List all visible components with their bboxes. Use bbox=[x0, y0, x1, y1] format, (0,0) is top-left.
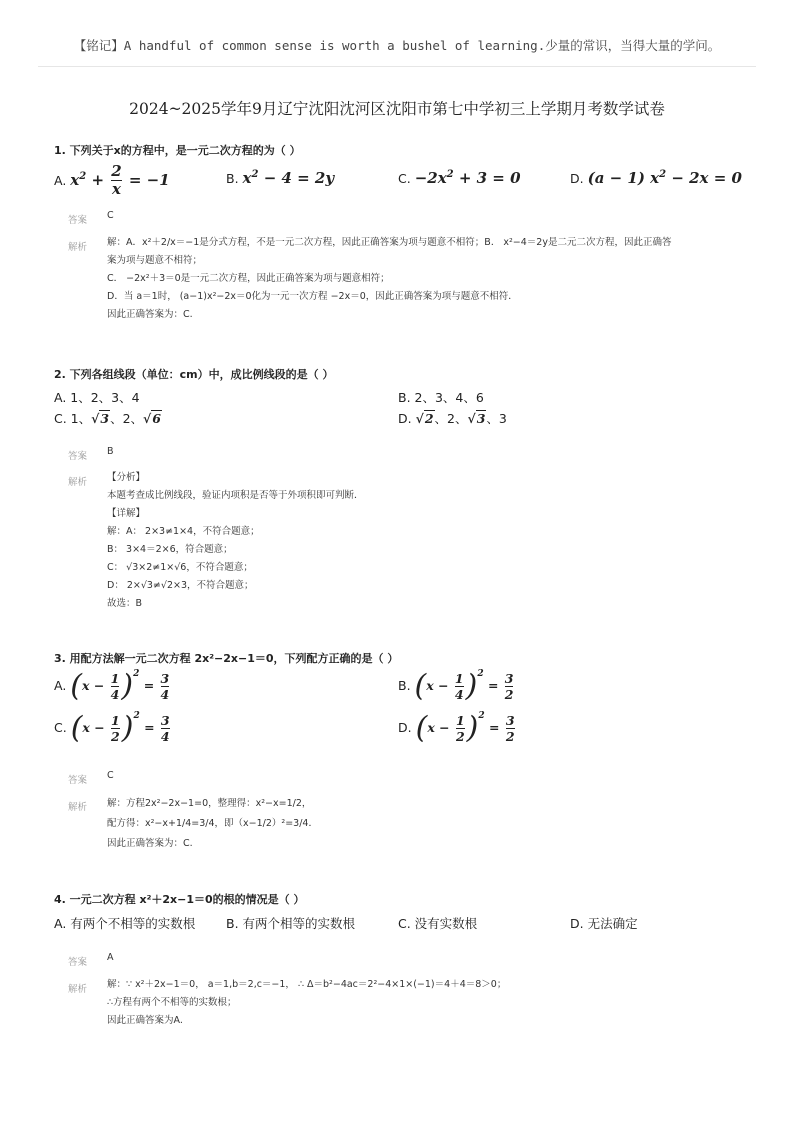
q3-option-c-label: C. bbox=[54, 720, 67, 735]
q2-analysis-line: 【详解】 bbox=[107, 508, 146, 519]
question-2-stem: 2. 下列各组线段（单位：cm）中，成比例线段的是（ ） bbox=[54, 368, 334, 381]
q3-option-b-formula: (x − $\frac{1}{4}$ )$^2$ = $\frac{3}{2}$ bbox=[414, 668, 514, 704]
q2-option-d-label: D. bbox=[398, 411, 412, 426]
q1-option-c[interactable] bbox=[398, 169, 521, 187]
q2-analysis-line: C： √3×2≠1×√6，不符合题意； bbox=[107, 562, 253, 573]
q2-analysis-tag: 解析 bbox=[68, 477, 88, 488]
q1-option-b-label: B. bbox=[226, 171, 239, 186]
q2-answer-tag: 答案 bbox=[68, 451, 88, 462]
question-4 bbox=[54, 892, 744, 930]
q1-analysis-line: 解：A．x²＋2/x＝−1是分式方程，不是一元二次方程，因此正确答案为项与题意不相符；B． x²−4＝2y是二元二次方程，因此正确答 bbox=[107, 237, 672, 248]
q2-option-c-root: √3 bbox=[91, 411, 110, 426]
q2-option-c-root: √6 bbox=[143, 411, 161, 426]
q4-analysis-line: ∴方程有两个不相等的实数根； bbox=[107, 997, 237, 1008]
q3-option-b[interactable] bbox=[398, 669, 515, 702]
q1-option-c-label: C. bbox=[398, 171, 411, 186]
q3-option-d[interactable] bbox=[398, 711, 517, 744]
q1-answer: C bbox=[107, 210, 114, 221]
page-title: 2024~2025学年9月辽宁沈阳沈河区沈阳市第七中学初三上学期月考数学试卷 bbox=[129, 100, 665, 118]
question-3 bbox=[54, 651, 744, 767]
q1-analysis-line: 案为项与题意不相符； bbox=[107, 255, 203, 266]
q1-option-d[interactable] bbox=[570, 169, 742, 187]
q2-analysis-line: 【分析】 bbox=[107, 472, 146, 483]
q1-option-b-formula: $x^2 - 4 = 2y$ bbox=[242, 169, 335, 187]
q4-option-d[interactable]: D. 无法确定 bbox=[570, 916, 638, 931]
q1-option-a-label: A. bbox=[54, 172, 67, 188]
q4-analysis bbox=[107, 976, 506, 1030]
q1-analysis-line: 因此正确答案为：C. bbox=[107, 309, 193, 320]
q4-analysis-tag: 解析 bbox=[68, 984, 88, 995]
q2-option-c-label: C. 1、 bbox=[54, 411, 92, 426]
q1-option-c-formula: $-2x^2 + 3 = 0$ bbox=[414, 169, 521, 187]
q1-analysis-line: D．当 a＝1时， (a−1)x²−2x＝0化为一元一次方程 −2x＝0，因此正确答案为项与题意不相符． bbox=[107, 291, 518, 302]
q2-analysis-line: B： 3×4＝2×6，符合题意； bbox=[107, 544, 233, 555]
q3-option-c-formula: (x − $\frac{1}{2}$ )$^2$ = $\frac{3}{4}$ bbox=[70, 710, 170, 746]
q2-analysis-line: 故选：B bbox=[107, 598, 143, 609]
q3-option-a-label: A. bbox=[54, 678, 67, 693]
q2-analysis bbox=[107, 469, 364, 613]
q3-option-b-label: B. bbox=[398, 678, 411, 693]
question-3-stem: 3. 用配方法解一元二次方程 2x²−2x−1＝0，下列配方正确的是（ ） bbox=[54, 652, 399, 665]
q3-option-d-label: D. bbox=[398, 720, 412, 735]
q3-option-c[interactable] bbox=[54, 711, 172, 744]
q2-option-c[interactable]: C. 1、√3、2、√6 bbox=[54, 411, 161, 426]
q3-option-d-formula: (x − $\frac{1}{2}$ )$^2$ = $\frac{3}{2}$ bbox=[415, 710, 515, 746]
q3-analysis-line: 配方得：x²−x+1/4=3/4，即（x−1/2）²=3/4． bbox=[107, 818, 318, 829]
q3-answer-tag: 答案 bbox=[68, 775, 88, 786]
q4-answer: A bbox=[107, 952, 114, 963]
q2-analysis-line: D： 2×√3≠√2×3，不符合题意； bbox=[107, 580, 254, 591]
q3-answer: C bbox=[107, 770, 114, 781]
q1-option-d-formula: (a − 1) $x^2 - 2x = 0$ bbox=[587, 169, 742, 187]
q4-answer-tag: 答案 bbox=[68, 957, 88, 968]
question-1 bbox=[54, 143, 744, 198]
q1-option-a-formula: $x^2$ + $\frac{2}{x}$ = −1 bbox=[70, 162, 170, 198]
question-1-stem: 1. 下列关于x的方程中，是一元二次方程的为（ ） bbox=[54, 144, 301, 157]
q2-answer: B bbox=[107, 446, 114, 457]
header-divider bbox=[38, 66, 756, 67]
q4-analysis-line: 因此正确答案为A. bbox=[107, 1015, 183, 1026]
q2-option-d-root: √3 bbox=[467, 411, 486, 426]
q1-option-b[interactable] bbox=[226, 169, 334, 187]
q3-option-a-formula: (x − $\frac{1}{4}$ )$^2$ = $\frac{3}{4}$ bbox=[70, 668, 170, 704]
q2-option-b[interactable]: B. 2、3、4、6 bbox=[398, 390, 484, 405]
q1-option-d-label: D. bbox=[570, 171, 584, 186]
q1-analysis-tag: 解析 bbox=[68, 242, 88, 253]
q3-option-a[interactable] bbox=[54, 669, 171, 702]
q3-analysis-line: 因此正确答案为：C. bbox=[107, 838, 193, 849]
q1-answer-tag: 答案 bbox=[68, 215, 88, 226]
q2-option-d[interactable]: D. √2、2、√3、3 bbox=[398, 411, 507, 426]
q2-analysis-line: 解：A： 2×3≠1×4，不符合题意； bbox=[107, 526, 260, 537]
q4-analysis-line: 解：∵ x²＋2x−1＝0， a＝1,b＝2,c＝−1， ∴ Δ＝b²−4ac＝2²−4×1×(−1)＝4＋4＝8＞0； bbox=[107, 979, 507, 990]
q1-analysis-line: C． −2x²＋3＝0是一元二次方程，因此正确答案为项与题意相符； bbox=[107, 273, 390, 284]
q1-option-a[interactable] bbox=[54, 164, 170, 198]
q4-option-a[interactable]: A. 有两个不相等的实数根 bbox=[54, 916, 196, 931]
question-2 bbox=[54, 367, 744, 427]
q2-option-a[interactable]: A. 1、2、3、4 bbox=[54, 390, 140, 405]
header-motto: 【铭记】A handful of common sense is worth a bushel of learning.少量的常识，当得大量的学问。 bbox=[73, 38, 721, 53]
q3-analysis bbox=[107, 794, 318, 854]
question-4-stem: 4. 一元二次方程 x²＋2x−1＝0的根的情况是（ ） bbox=[54, 893, 305, 906]
q3-analysis-line: 解：方程2x²−2x−1=0，整理得：x²−x=1/2， bbox=[107, 798, 312, 809]
q2-analysis-line: 本题考查成比例线段，验证内项积是否等于外项积即可判断． bbox=[107, 490, 364, 501]
q2-option-d-root: √2 bbox=[415, 411, 434, 426]
q3-analysis-tag: 解析 bbox=[68, 802, 88, 813]
q4-option-b[interactable]: B. 有两个相等的实数根 bbox=[226, 916, 356, 931]
q4-option-c[interactable]: C. 没有实数根 bbox=[398, 916, 478, 931]
q1-analysis bbox=[107, 234, 671, 324]
